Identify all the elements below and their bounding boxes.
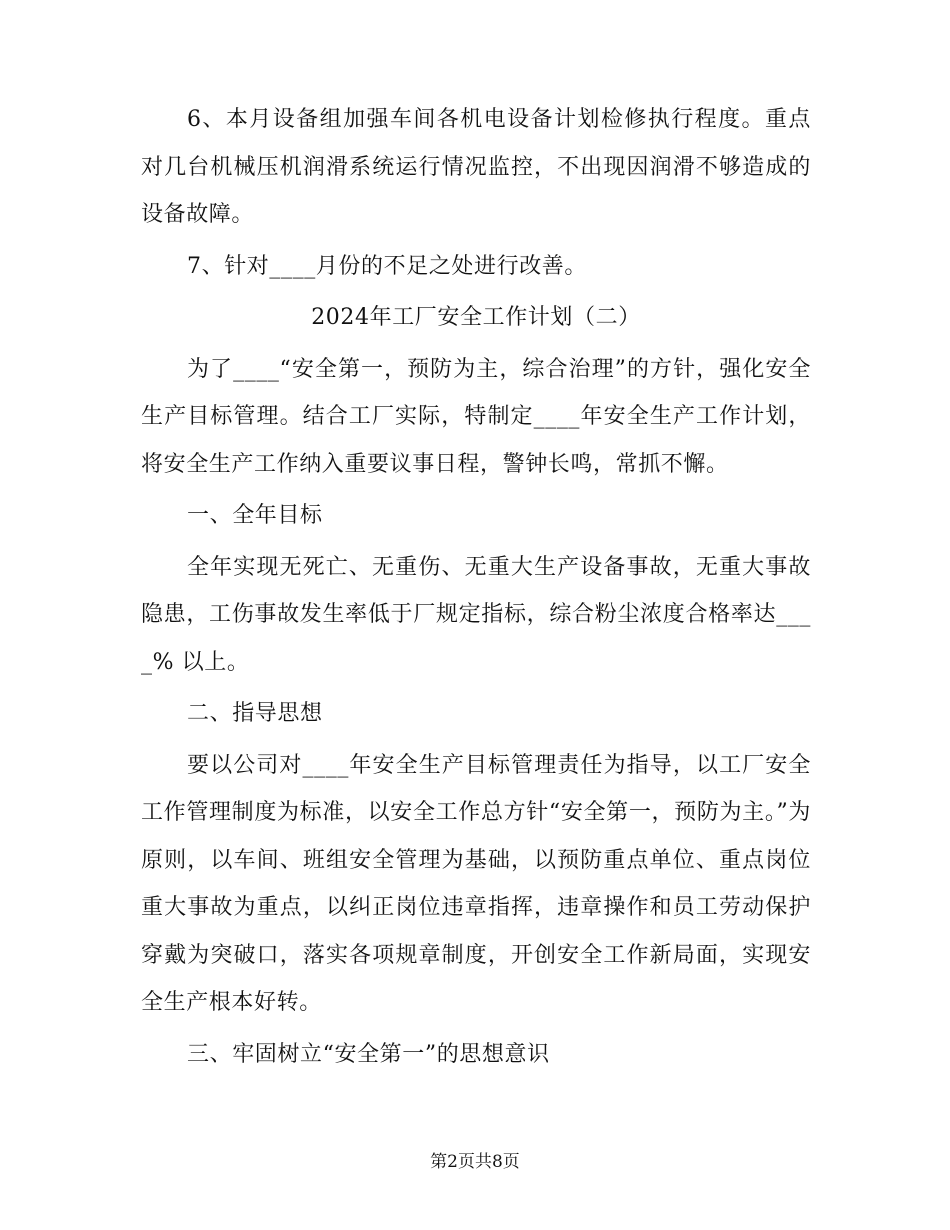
section-heading-goals: 一、全年目标 (187, 503, 323, 528)
page-number-footer: 第2页共8页 (430, 1152, 520, 1172)
section-body-goals: 全年实现无死亡、无重伤、无重大生产设备事故，无重大事故隐患，工伤事故发生率低于厂规定指标，综合粉尘浓度合格率达____% 以上。 (141, 554, 811, 675)
section-title: 2024年工厂安全工作计划（二） (311, 305, 641, 330)
intro-paragraph: 为了____“安全第一，预防为主，综合治理”的方针，强化安全生产目标管理。结合工厂实际，特制定____年安全生产工作计划，将安全生产工作纳入重要议事日程，警钟长鸣，常抓不懈。 (141, 356, 811, 477)
section-heading-safety-awareness: 三、牢固树立“安全第一”的思想意识 (187, 1041, 550, 1067)
paragraph-item-7: 7、针对____月份的不足之处进行改善。 (187, 253, 587, 279)
paragraph-item-6: 6、本月设备组加强车间各机电设备计划检修执行程度。重点对几台机械压机润滑系统运行情况监控，不出现因润滑不够造成的设备故障。 (141, 107, 811, 227)
section-body-guiding-thought: 要以公司对____年安全生产目标管理责任为指导，以工厂安全工作管理制度为标准，以安全工作总方针“安全第一，预防为主。”为原则，以车间、班组安全管理为基础，以预防重点单位、重点岗位重大事故为重点，以纠正岗位违章指挥，违章操作和员工劳动保护穿戴为突破口，落实各项规章制度，开创安全工作新局面，实现安全生产根本好转。 (141, 752, 811, 1015)
section-heading-guiding-thought: 二、指导思想 (187, 701, 323, 726)
document-page (141, 96, 811, 1078)
